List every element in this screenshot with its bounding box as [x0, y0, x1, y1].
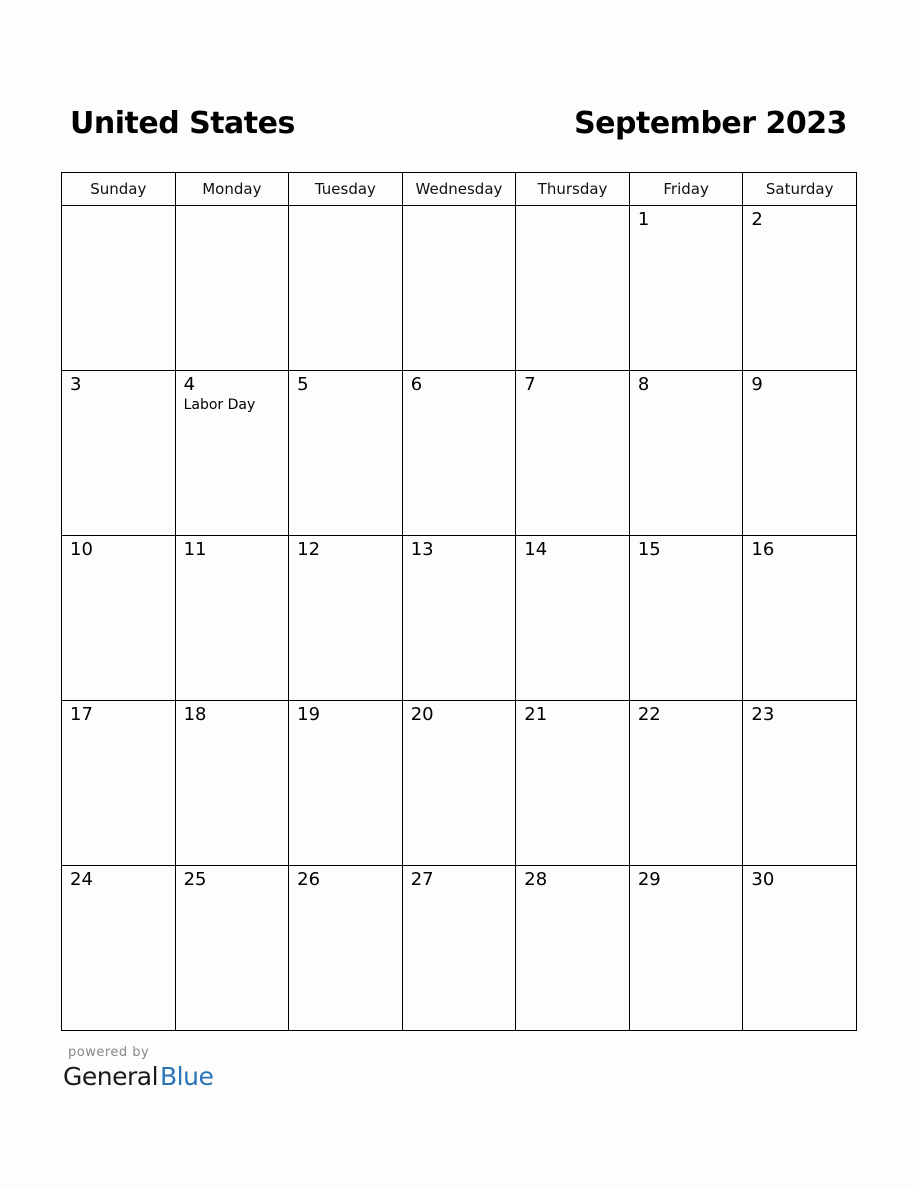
day-cell — [175, 371, 289, 536]
day-number: 9 — [751, 374, 763, 395]
day-number: 1 — [637, 209, 650, 230]
weekday-header: Tuesday — [289, 173, 403, 206]
day-number: 26 — [297, 869, 321, 890]
day-number: 25 — [183, 869, 207, 890]
day-number: 6 — [410, 374, 423, 395]
day-cell — [62, 701, 176, 866]
day-cell — [516, 866, 630, 1031]
day-cell — [402, 701, 516, 866]
day-cell — [516, 206, 630, 371]
day-number: 27 — [410, 869, 434, 890]
day-cell — [289, 701, 403, 866]
day-number: 24 — [70, 869, 93, 890]
day-number: 13 — [410, 539, 434, 560]
brand-general-text: General — [63, 1062, 159, 1091]
day-cell — [743, 536, 857, 701]
day-cell — [402, 371, 516, 536]
day-number: 10 — [70, 539, 93, 560]
day-cell — [743, 866, 857, 1031]
day-number: 8 — [637, 374, 650, 395]
day-number: 5 — [297, 374, 309, 395]
day-cell — [289, 206, 403, 371]
month-year-title: September 2023 — [574, 106, 847, 141]
day-number: 11 — [183, 539, 207, 560]
day-cell — [62, 206, 176, 371]
day-cell — [743, 371, 857, 536]
weekday-header: Wednesday — [402, 173, 516, 206]
day-number: 28 — [524, 869, 548, 890]
day-cell — [175, 536, 289, 701]
weekday-header: Friday — [629, 173, 743, 206]
day-number: 21 — [524, 704, 548, 725]
day-number: 3 — [70, 374, 82, 395]
calendar-grid — [61, 172, 857, 1031]
day-cell — [743, 206, 857, 371]
day-cell — [175, 701, 289, 866]
day-number: 2 — [751, 209, 763, 230]
day-number: 18 — [183, 704, 207, 725]
day-cell — [629, 701, 743, 866]
day-cell — [62, 371, 176, 536]
day-cell — [289, 866, 403, 1031]
weekday-header: Thursday — [516, 173, 630, 206]
day-number: 20 — [410, 704, 434, 725]
week-row — [62, 206, 857, 371]
day-cell — [402, 206, 516, 371]
day-cell — [629, 206, 743, 371]
day-number: 17 — [70, 704, 93, 725]
day-cell — [175, 866, 289, 1031]
holiday-label: Labor Day — [183, 397, 256, 413]
week-row — [62, 371, 857, 536]
day-number: 19 — [297, 704, 321, 725]
day-cell — [62, 536, 176, 701]
week-row — [62, 701, 857, 866]
week-row — [62, 536, 857, 701]
weekday-header-row — [62, 173, 857, 206]
day-number: 4 — [183, 374, 196, 395]
country-title: United States — [70, 106, 295, 141]
day-number: 23 — [751, 704, 775, 725]
day-number: 29 — [637, 869, 661, 890]
day-number: 12 — [297, 539, 321, 560]
day-cell — [629, 536, 743, 701]
day-number: 15 — [637, 539, 661, 560]
day-cell — [629, 866, 743, 1031]
brand-blue-text: Blue — [160, 1062, 214, 1091]
day-cell — [516, 536, 630, 701]
day-cell — [402, 866, 516, 1031]
day-cell — [62, 866, 176, 1031]
day-number: 14 — [524, 539, 548, 560]
weekday-header: Sunday — [62, 173, 176, 206]
day-cell — [516, 701, 630, 866]
powered-by-label: powered by — [68, 1045, 150, 1060]
day-cell — [175, 206, 289, 371]
day-cell — [743, 701, 857, 866]
day-cell — [402, 536, 516, 701]
generalblue-logo — [63, 1062, 213, 1091]
day-cell — [289, 371, 403, 536]
weekday-header: Monday — [175, 173, 289, 206]
weekday-header: Saturday — [743, 173, 857, 206]
day-number: 16 — [751, 539, 775, 560]
day-number: 7 — [524, 374, 536, 395]
day-cell — [516, 371, 630, 536]
week-row — [62, 866, 857, 1031]
day-cell — [629, 371, 743, 536]
day-number: 30 — [751, 869, 775, 890]
day-number: 22 — [637, 704, 661, 725]
day-cell — [289, 536, 403, 701]
